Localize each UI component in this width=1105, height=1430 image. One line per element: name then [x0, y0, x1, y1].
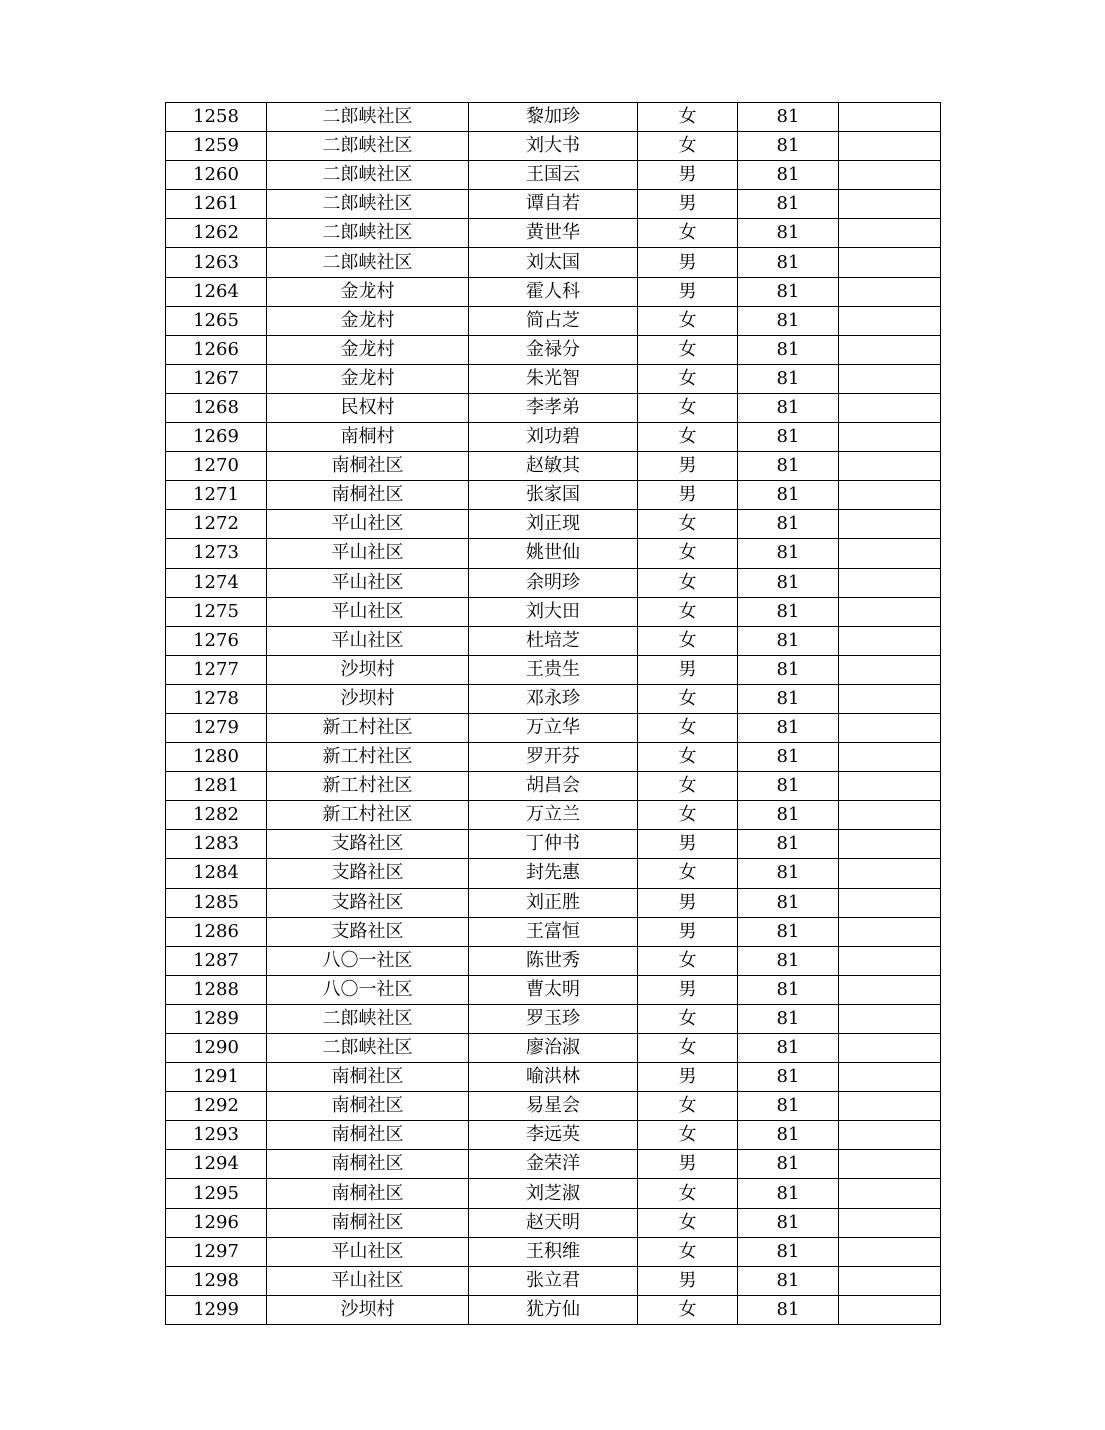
gender-cell: 女 — [638, 306, 738, 335]
gender-cell: 女 — [638, 539, 738, 568]
gender-cell: 女 — [638, 132, 738, 161]
age-cell: 81 — [738, 743, 839, 772]
gender-cell: 女 — [638, 568, 738, 597]
serial-number-cell: 1274 — [166, 568, 267, 597]
table-row — [166, 423, 941, 452]
gender-cell: 女 — [638, 684, 738, 713]
remark-cell — [839, 1237, 941, 1266]
age-cell: 81 — [738, 830, 839, 859]
age-cell: 81 — [738, 1295, 839, 1324]
community-cell: 支路社区 — [267, 830, 469, 859]
gender-cell: 女 — [638, 859, 738, 888]
serial-number-cell: 1278 — [166, 684, 267, 713]
remark-cell — [839, 684, 941, 713]
age-cell: 81 — [738, 219, 839, 248]
gender-cell: 女 — [638, 393, 738, 422]
community-cell: 南桐村 — [267, 423, 469, 452]
remark-cell — [839, 743, 941, 772]
community-cell: 八〇一社区 — [267, 975, 469, 1004]
data-table — [165, 102, 941, 1325]
community-cell: 平山社区 — [267, 1266, 469, 1295]
gender-cell: 女 — [638, 364, 738, 393]
remark-cell — [839, 452, 941, 481]
remark-cell — [839, 713, 941, 742]
serial-number-cell: 1265 — [166, 306, 267, 335]
community-cell: 二郎峡社区 — [267, 1004, 469, 1033]
remark-cell — [839, 830, 941, 859]
table-row — [166, 859, 941, 888]
age-cell: 81 — [738, 568, 839, 597]
table-row — [166, 161, 941, 190]
community-cell: 南桐社区 — [267, 481, 469, 510]
serial-number-cell: 1291 — [166, 1063, 267, 1092]
remark-cell — [839, 597, 941, 626]
age-cell: 81 — [738, 103, 839, 132]
name-cell: 王贵生 — [469, 655, 638, 684]
name-cell: 霍人科 — [469, 277, 638, 306]
remark-cell — [839, 481, 941, 510]
age-cell: 81 — [738, 423, 839, 452]
gender-cell: 女 — [638, 713, 738, 742]
table-row — [166, 1092, 941, 1121]
gender-cell: 男 — [638, 975, 738, 1004]
remark-cell — [839, 335, 941, 364]
table-row — [166, 539, 941, 568]
serial-number-cell: 1267 — [166, 364, 267, 393]
remark-cell — [839, 539, 941, 568]
name-cell: 胡昌会 — [469, 772, 638, 801]
community-cell: 二郎峡社区 — [267, 219, 469, 248]
table-row — [166, 655, 941, 684]
name-cell: 张家国 — [469, 481, 638, 510]
remark-cell — [839, 772, 941, 801]
community-cell: 南桐社区 — [267, 1092, 469, 1121]
table-row — [166, 743, 941, 772]
community-cell: 二郎峡社区 — [267, 248, 469, 277]
gender-cell: 女 — [638, 510, 738, 539]
name-cell: 万立华 — [469, 713, 638, 742]
table-row — [166, 103, 941, 132]
community-cell: 平山社区 — [267, 539, 469, 568]
age-cell: 81 — [738, 713, 839, 742]
age-cell: 81 — [738, 510, 839, 539]
community-cell: 南桐社区 — [267, 1208, 469, 1237]
table-body — [166, 103, 941, 1325]
community-cell: 平山社区 — [267, 626, 469, 655]
table-row — [166, 1208, 941, 1237]
community-cell: 二郎峡社区 — [267, 1034, 469, 1063]
age-cell: 81 — [738, 888, 839, 917]
remark-cell — [839, 103, 941, 132]
gender-cell: 女 — [638, 335, 738, 364]
remark-cell — [839, 306, 941, 335]
gender-cell: 男 — [638, 1266, 738, 1295]
serial-number-cell: 1292 — [166, 1092, 267, 1121]
serial-number-cell: 1261 — [166, 190, 267, 219]
remark-cell — [839, 248, 941, 277]
remark-cell — [839, 1034, 941, 1063]
age-cell: 81 — [738, 1121, 839, 1150]
remark-cell — [839, 1004, 941, 1033]
community-cell: 民权村 — [267, 393, 469, 422]
serial-number-cell: 1275 — [166, 597, 267, 626]
remark-cell — [839, 393, 941, 422]
name-cell: 王国云 — [469, 161, 638, 190]
name-cell: 刘大田 — [469, 597, 638, 626]
name-cell: 金荣洋 — [469, 1150, 638, 1179]
community-cell: 支路社区 — [267, 917, 469, 946]
remark-cell — [839, 510, 941, 539]
gender-cell: 男 — [638, 481, 738, 510]
community-cell: 金龙村 — [267, 306, 469, 335]
name-cell: 张立君 — [469, 1266, 638, 1295]
name-cell: 王积维 — [469, 1237, 638, 1266]
age-cell: 81 — [738, 277, 839, 306]
age-cell: 81 — [738, 306, 839, 335]
table-row — [166, 1004, 941, 1033]
table-row — [166, 1063, 941, 1092]
table-row — [166, 1179, 941, 1208]
age-cell: 81 — [738, 1179, 839, 1208]
remark-cell — [839, 1179, 941, 1208]
name-cell: 罗开芬 — [469, 743, 638, 772]
serial-number-cell: 1284 — [166, 859, 267, 888]
gender-cell: 男 — [638, 830, 738, 859]
table-row — [166, 481, 941, 510]
remark-cell — [839, 132, 941, 161]
name-cell: 万立兰 — [469, 801, 638, 830]
table-row — [166, 219, 941, 248]
community-cell: 沙坝村 — [267, 684, 469, 713]
community-cell: 金龙村 — [267, 277, 469, 306]
serial-number-cell: 1287 — [166, 946, 267, 975]
table-row — [166, 772, 941, 801]
community-cell: 金龙村 — [267, 335, 469, 364]
age-cell: 81 — [738, 1208, 839, 1237]
table-row — [166, 626, 941, 655]
serial-number-cell: 1271 — [166, 481, 267, 510]
name-cell: 杜培芝 — [469, 626, 638, 655]
serial-number-cell: 1296 — [166, 1208, 267, 1237]
remark-cell — [839, 888, 941, 917]
serial-number-cell: 1294 — [166, 1150, 267, 1179]
serial-number-cell: 1280 — [166, 743, 267, 772]
table-row — [166, 132, 941, 161]
serial-number-cell: 1272 — [166, 510, 267, 539]
table-row — [166, 1266, 941, 1295]
serial-number-cell: 1259 — [166, 132, 267, 161]
serial-number-cell: 1281 — [166, 772, 267, 801]
gender-cell: 男 — [638, 1150, 738, 1179]
age-cell: 81 — [738, 1063, 839, 1092]
remark-cell — [839, 190, 941, 219]
remark-cell — [839, 1266, 941, 1295]
age-cell: 81 — [738, 626, 839, 655]
serial-number-cell: 1276 — [166, 626, 267, 655]
name-cell: 封先惠 — [469, 859, 638, 888]
remark-cell — [839, 1063, 941, 1092]
remark-cell — [839, 364, 941, 393]
serial-number-cell: 1285 — [166, 888, 267, 917]
name-cell: 刘芝淑 — [469, 1179, 638, 1208]
serial-number-cell: 1297 — [166, 1237, 267, 1266]
community-cell: 南桐社区 — [267, 1063, 469, 1092]
table-row — [166, 1121, 941, 1150]
gender-cell: 女 — [638, 1295, 738, 1324]
name-cell: 李孝弟 — [469, 393, 638, 422]
age-cell: 81 — [738, 975, 839, 1004]
age-cell: 81 — [738, 801, 839, 830]
table-row — [166, 510, 941, 539]
community-cell: 平山社区 — [267, 597, 469, 626]
community-cell: 二郎峡社区 — [267, 190, 469, 219]
remark-cell — [839, 1208, 941, 1237]
serial-number-cell: 1286 — [166, 917, 267, 946]
table-row — [166, 684, 941, 713]
name-cell: 刘正现 — [469, 510, 638, 539]
gender-cell: 女 — [638, 1237, 738, 1266]
name-cell: 李远英 — [469, 1121, 638, 1150]
gender-cell: 男 — [638, 1063, 738, 1092]
gender-cell: 女 — [638, 801, 738, 830]
age-cell: 81 — [738, 597, 839, 626]
name-cell: 犹方仙 — [469, 1295, 638, 1324]
remark-cell — [839, 1150, 941, 1179]
gender-cell: 女 — [638, 219, 738, 248]
remark-cell — [839, 975, 941, 1004]
age-cell: 81 — [738, 1092, 839, 1121]
gender-cell: 女 — [638, 772, 738, 801]
gender-cell: 男 — [638, 655, 738, 684]
age-cell: 81 — [738, 1150, 839, 1179]
name-cell: 黎加珍 — [469, 103, 638, 132]
table-row — [166, 917, 941, 946]
table-row — [166, 888, 941, 917]
serial-number-cell: 1290 — [166, 1034, 267, 1063]
age-cell: 81 — [738, 1004, 839, 1033]
gender-cell: 男 — [638, 917, 738, 946]
name-cell: 廖治淑 — [469, 1034, 638, 1063]
community-cell: 南桐社区 — [267, 452, 469, 481]
name-cell: 罗玉珍 — [469, 1004, 638, 1033]
serial-number-cell: 1282 — [166, 801, 267, 830]
name-cell: 朱光智 — [469, 364, 638, 393]
age-cell: 81 — [738, 917, 839, 946]
remark-cell — [839, 626, 941, 655]
community-cell: 沙坝村 — [267, 1295, 469, 1324]
community-cell: 二郎峡社区 — [267, 103, 469, 132]
serial-number-cell: 1295 — [166, 1179, 267, 1208]
serial-number-cell: 1277 — [166, 655, 267, 684]
gender-cell: 女 — [638, 423, 738, 452]
serial-number-cell: 1260 — [166, 161, 267, 190]
serial-number-cell: 1268 — [166, 393, 267, 422]
age-cell: 81 — [738, 859, 839, 888]
name-cell: 金禄分 — [469, 335, 638, 364]
serial-number-cell: 1270 — [166, 452, 267, 481]
serial-number-cell: 1273 — [166, 539, 267, 568]
community-cell: 金龙村 — [267, 364, 469, 393]
serial-number-cell: 1283 — [166, 830, 267, 859]
community-cell: 南桐社区 — [267, 1150, 469, 1179]
remark-cell — [839, 1092, 941, 1121]
community-cell: 新工村社区 — [267, 801, 469, 830]
serial-number-cell: 1293 — [166, 1121, 267, 1150]
name-cell: 谭自若 — [469, 190, 638, 219]
serial-number-cell: 1288 — [166, 975, 267, 1004]
age-cell: 81 — [738, 364, 839, 393]
remark-cell — [839, 1121, 941, 1150]
gender-cell: 女 — [638, 626, 738, 655]
age-cell: 81 — [738, 772, 839, 801]
age-cell: 81 — [738, 1034, 839, 1063]
table-row — [166, 452, 941, 481]
community-cell: 新工村社区 — [267, 772, 469, 801]
table-row — [166, 306, 941, 335]
community-cell: 支路社区 — [267, 859, 469, 888]
serial-number-cell: 1299 — [166, 1295, 267, 1324]
community-cell: 二郎峡社区 — [267, 161, 469, 190]
table-row — [166, 1034, 941, 1063]
name-cell: 易星会 — [469, 1092, 638, 1121]
gender-cell: 男 — [638, 888, 738, 917]
community-cell: 南桐社区 — [267, 1121, 469, 1150]
serial-number-cell: 1264 — [166, 277, 267, 306]
gender-cell: 女 — [638, 1004, 738, 1033]
gender-cell: 女 — [638, 103, 738, 132]
remark-cell — [839, 946, 941, 975]
community-cell: 新工村社区 — [267, 743, 469, 772]
gender-cell: 女 — [638, 1208, 738, 1237]
name-cell: 姚世仙 — [469, 539, 638, 568]
name-cell: 邓永珍 — [469, 684, 638, 713]
age-cell: 81 — [738, 684, 839, 713]
table-row — [166, 713, 941, 742]
age-cell: 81 — [738, 190, 839, 219]
gender-cell: 女 — [638, 1121, 738, 1150]
name-cell: 刘大书 — [469, 132, 638, 161]
name-cell: 刘功碧 — [469, 423, 638, 452]
gender-cell: 男 — [638, 161, 738, 190]
name-cell: 余明珍 — [469, 568, 638, 597]
serial-number-cell: 1298 — [166, 1266, 267, 1295]
gender-cell: 女 — [638, 946, 738, 975]
age-cell: 81 — [738, 452, 839, 481]
age-cell: 81 — [738, 655, 839, 684]
age-cell: 81 — [738, 946, 839, 975]
table-row — [166, 1295, 941, 1324]
gender-cell: 男 — [638, 190, 738, 219]
gender-cell: 女 — [638, 597, 738, 626]
table-row — [166, 830, 941, 859]
community-cell: 新工村社区 — [267, 713, 469, 742]
gender-cell: 男 — [638, 452, 738, 481]
remark-cell — [839, 423, 941, 452]
age-cell: 81 — [738, 1266, 839, 1295]
remark-cell — [839, 219, 941, 248]
name-cell: 曹太明 — [469, 975, 638, 1004]
name-cell: 黄世华 — [469, 219, 638, 248]
age-cell: 81 — [738, 132, 839, 161]
serial-number-cell: 1266 — [166, 335, 267, 364]
gender-cell: 女 — [638, 1179, 738, 1208]
age-cell: 81 — [738, 1237, 839, 1266]
table-row — [166, 335, 941, 364]
gender-cell: 男 — [638, 248, 738, 277]
community-cell: 八〇一社区 — [267, 946, 469, 975]
gender-cell: 女 — [638, 1034, 738, 1063]
table-row — [166, 364, 941, 393]
name-cell: 简占芝 — [469, 306, 638, 335]
remark-cell — [839, 568, 941, 597]
age-cell: 81 — [738, 481, 839, 510]
community-cell: 沙坝村 — [267, 655, 469, 684]
name-cell: 赵天明 — [469, 1208, 638, 1237]
gender-cell: 女 — [638, 743, 738, 772]
name-cell: 喻洪林 — [469, 1063, 638, 1092]
table-row — [166, 1237, 941, 1266]
community-cell: 支路社区 — [267, 888, 469, 917]
age-cell: 81 — [738, 393, 839, 422]
table-row — [166, 248, 941, 277]
table-row — [166, 393, 941, 422]
table-row — [166, 190, 941, 219]
remark-cell — [839, 277, 941, 306]
name-cell: 王富恒 — [469, 917, 638, 946]
community-cell: 平山社区 — [267, 1237, 469, 1266]
name-cell: 陈世秀 — [469, 946, 638, 975]
remark-cell — [839, 161, 941, 190]
remark-cell — [839, 859, 941, 888]
community-cell: 二郎峡社区 — [267, 132, 469, 161]
age-cell: 81 — [738, 539, 839, 568]
age-cell: 81 — [738, 161, 839, 190]
serial-number-cell: 1279 — [166, 713, 267, 742]
community-cell: 平山社区 — [267, 568, 469, 597]
table-row — [166, 568, 941, 597]
serial-number-cell: 1289 — [166, 1004, 267, 1033]
name-cell: 丁仲书 — [469, 830, 638, 859]
remark-cell — [839, 655, 941, 684]
table-row — [166, 946, 941, 975]
serial-number-cell: 1269 — [166, 423, 267, 452]
gender-cell: 男 — [638, 277, 738, 306]
serial-number-cell: 1262 — [166, 219, 267, 248]
table-row — [166, 277, 941, 306]
serial-number-cell: 1263 — [166, 248, 267, 277]
remark-cell — [839, 801, 941, 830]
community-cell: 南桐社区 — [267, 1179, 469, 1208]
table-row — [166, 801, 941, 830]
name-cell: 赵敏其 — [469, 452, 638, 481]
community-cell: 平山社区 — [267, 510, 469, 539]
remark-cell — [839, 1295, 941, 1324]
name-cell: 刘太国 — [469, 248, 638, 277]
table-row — [166, 597, 941, 626]
age-cell: 81 — [738, 335, 839, 364]
gender-cell: 女 — [638, 1092, 738, 1121]
name-cell: 刘正胜 — [469, 888, 638, 917]
remark-cell — [839, 917, 941, 946]
serial-number-cell: 1258 — [166, 103, 267, 132]
age-cell: 81 — [738, 248, 839, 277]
table-row — [166, 1150, 941, 1179]
table-row — [166, 975, 941, 1004]
